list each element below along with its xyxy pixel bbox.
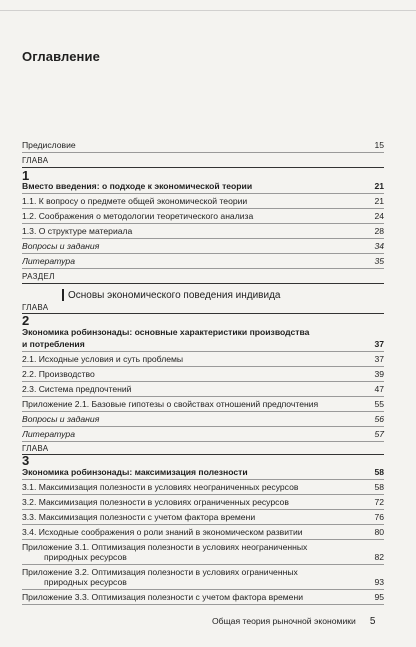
- appendix-line1: Приложение 3.2. Оптимизация полезности в условиях ограниченных: [22, 567, 298, 577]
- toc-entry: 3.2. Максимизация полезности в условиях ограниченных ресурсов 72: [22, 497, 384, 510]
- running-title: Общая теория рыночной экономики: [212, 616, 356, 626]
- toc-entry-appendix: Приложение 3.3. Оптимизация полезности с учетом фактора времени 95: [22, 592, 384, 605]
- appendix-line1: Приложение 3.1. Оптимизация полезности в условиях неограниченных: [22, 542, 308, 552]
- page-footer: [212, 616, 375, 627]
- toc-entry: 1.2. Соображения о методологии теоретического анализа 24: [22, 211, 384, 224]
- part-title: Основы экономического поведения индивида: [62, 289, 280, 301]
- toc-entry-appendix: природных ресурсов 93: [22, 577, 384, 590]
- chapter-label: ГЛАВА: [22, 303, 49, 312]
- chapter-number: 1: [22, 168, 30, 183]
- toc-entry: 2.3. Система предпочтений 47: [22, 384, 384, 397]
- chapter-heading: Вместо введения: о подходе к экономической теории 21: [22, 181, 384, 194]
- part-marker: [62, 289, 64, 301]
- chapter-number: 3: [22, 453, 30, 468]
- chapter-heading: Экономика робинзонады: максимизация полезности 58: [22, 467, 384, 480]
- toc-entry: 1.1. К вопросу о предмете общей экономической теории 21: [22, 196, 384, 209]
- toc-entry: Вопросы и задания 56: [22, 414, 384, 427]
- toc-entry: 3.4. Исходные соображения о роли знаний в экономическом развитии 80: [22, 527, 384, 540]
- page-title: Оглавление: [22, 49, 100, 64]
- toc-entry: Приложение 2.1. Базовые гипотезы о свойствах отношений предпочтения 55: [22, 399, 384, 412]
- part-rule: [22, 283, 384, 284]
- entry-label: Предисловие: [22, 140, 76, 150]
- chapter-heading-line1: Экономика робинзонады: основные характеристики производства: [22, 327, 310, 337]
- chapter-number: 2: [22, 313, 30, 328]
- toc-entry-preface: [22, 140, 384, 153]
- header-rule: [0, 10, 416, 11]
- entry-page: 15: [374, 140, 384, 150]
- page-number: 5: [369, 616, 376, 627]
- toc-entry: Литература 57: [22, 429, 384, 442]
- toc-entry: 3.1. Максимизация полезности в условиях неограниченных ресурсов 58: [22, 482, 384, 495]
- toc-entry: 3.3. Максимизация полезности с учетом фактора времени 76: [22, 512, 384, 525]
- toc-entry: Вопросы и задания 34: [22, 241, 384, 254]
- chapter-rule: [22, 167, 384, 168]
- chapter-rule: [22, 313, 384, 314]
- chapter-label: ГЛАВА: [22, 156, 49, 165]
- part-label: РАЗДЕЛ: [22, 272, 55, 281]
- toc-entry: 2.1. Исходные условия и суть проблемы 37: [22, 354, 384, 367]
- toc-entry-appendix: природных ресурсов 82: [22, 552, 384, 565]
- chapter-label: ГЛАВА: [22, 444, 49, 453]
- chapter-heading: и потребления 37: [22, 339, 384, 352]
- toc-entry: Литература 35: [22, 256, 384, 269]
- toc-entry: 1.3. О структуре материала 28: [22, 226, 384, 239]
- toc-entry: 2.2. Производство 39: [22, 369, 384, 382]
- chapter-rule: [22, 454, 384, 455]
